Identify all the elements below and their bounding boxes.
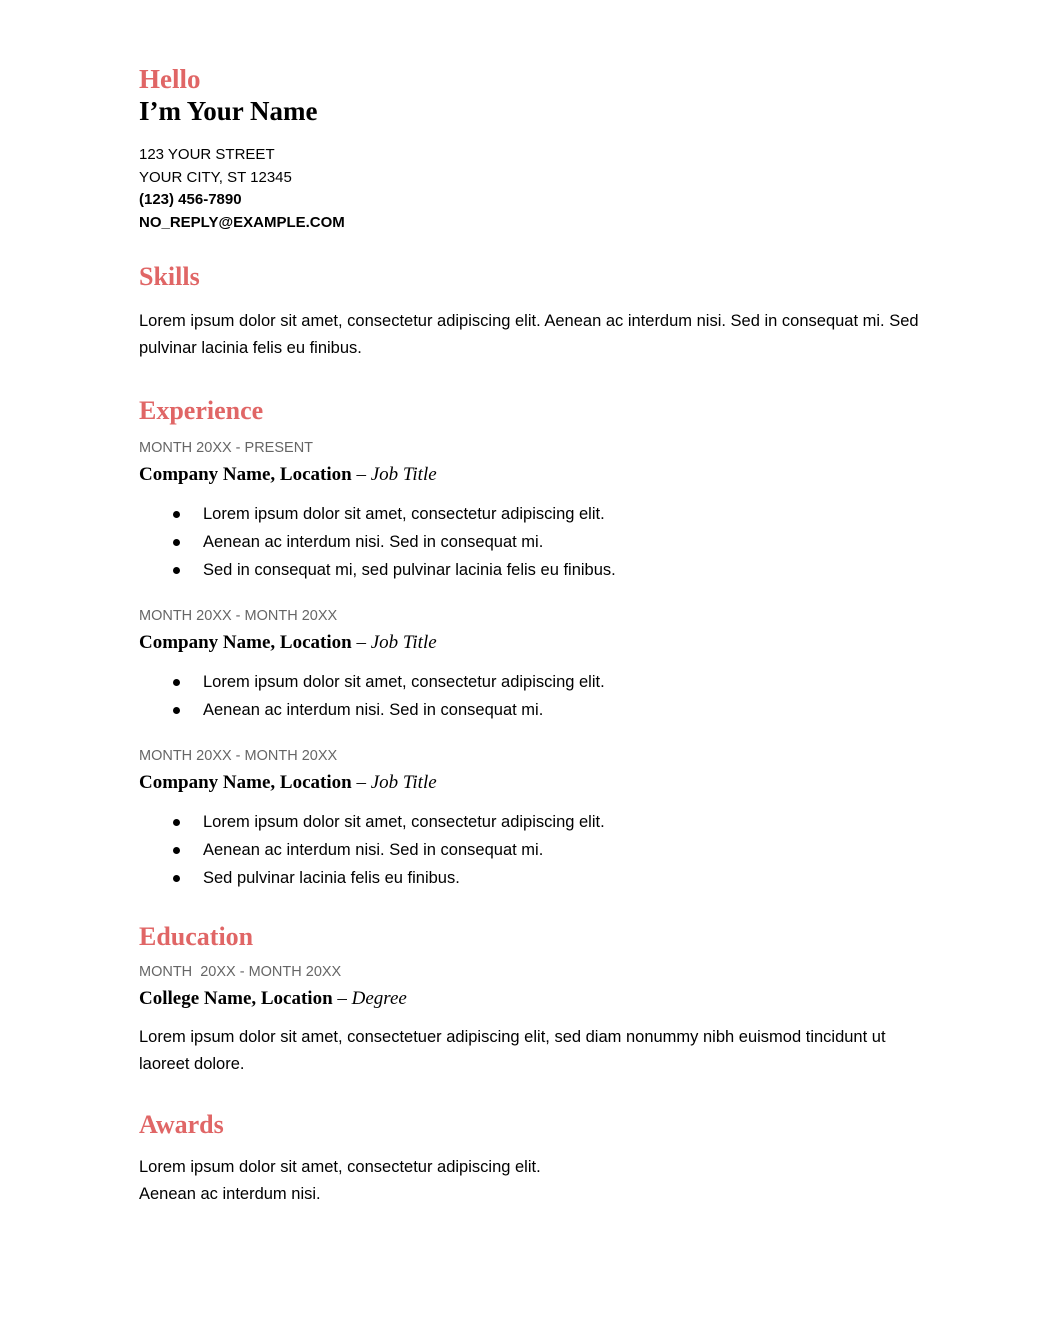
bullet-text: Aenean ac interdum nisi. Sed in consequat mi. — [203, 701, 544, 719]
bullet-text: Lorem ipsum dolor sit amet, consectetur adipiscing elit. — [203, 813, 605, 831]
experience-section — [139, 396, 919, 892]
bullet-icon — [173, 539, 180, 546]
section-title-skills: Skills — [139, 262, 200, 291]
list-item — [139, 668, 919, 696]
separator: – — [351, 464, 371, 485]
job-entry — [139, 606, 919, 724]
bullet-icon — [173, 875, 180, 882]
bullet-icon — [173, 567, 180, 574]
job-dates: MONTH 20XX - MONTH 20XX — [139, 608, 338, 624]
education-text: Lorem ipsum dolor sit amet, consectetuer adipiscing elit, sed diam nonummy nibh euismod tincidunt ut laoreet dolore. — [139, 1028, 886, 1073]
job-dates: MONTH 20XX - PRESENT — [139, 440, 314, 456]
education-section — [139, 922, 919, 1078]
address-line-2: YOUR CITY, ST 12345 — [139, 168, 292, 186]
awards-line-2: Aenean ac interdum nisi. — [139, 1185, 321, 1203]
list-item — [139, 696, 919, 724]
job-title: Job Title — [370, 464, 437, 485]
job-bullets — [139, 500, 919, 584]
job-entry — [139, 746, 919, 892]
bullet-text: Sed pulvinar lacinia felis eu finibus. — [203, 869, 460, 887]
education-dates: MONTH 20XX - MONTH 20XX — [139, 964, 342, 980]
bullet-text: Lorem ipsum dolor sit amet, consectetur adipiscing elit. — [203, 673, 605, 691]
bullet-icon — [173, 679, 180, 686]
section-title-awards: Awards — [139, 1110, 224, 1139]
separator: – — [351, 772, 371, 793]
bullet-icon — [173, 511, 180, 518]
separator: – — [332, 988, 352, 1009]
bullet-icon — [173, 847, 180, 854]
bullet-icon — [173, 707, 180, 714]
awards-line-1: Lorem ipsum dolor sit amet, consectetur adipiscing elit. — [139, 1158, 541, 1176]
education-heading — [139, 986, 919, 1012]
skills-section — [139, 262, 919, 362]
job-heading — [139, 630, 919, 656]
college-location: College Name, Location — [139, 988, 333, 1009]
phone: (123) 456-7890 — [139, 191, 242, 208]
header — [139, 62, 919, 234]
separator: – — [351, 632, 371, 653]
bullet-text: Aenean ac interdum nisi. Sed in consequat mi. — [203, 841, 544, 859]
company-location: Company Name, Location — [139, 632, 352, 653]
bullet-text: Aenean ac interdum nisi. Sed in consequat mi. — [203, 533, 544, 551]
job-title: Job Title — [370, 632, 437, 653]
list-item — [139, 528, 919, 556]
job-entry — [139, 438, 919, 584]
full-name: I’m Your Name — [139, 96, 318, 126]
job-dates: MONTH 20XX - MONTH 20XX — [139, 748, 338, 764]
list-item — [139, 808, 919, 836]
list-item — [139, 500, 919, 528]
job-heading — [139, 770, 919, 796]
resume-page — [139, 62, 919, 1208]
company-location: Company Name, Location — [139, 464, 352, 485]
contact-block — [139, 144, 919, 234]
email: NO_REPLY@EXAMPLE.COM — [139, 213, 345, 231]
awards-section — [139, 1110, 919, 1208]
job-bullets — [139, 808, 919, 892]
skills-text: Lorem ipsum dolor sit amet, consectetur adipiscing elit. Aenean ac interdum nisi. Sed in consequat mi. Sed pulvinar lacinia felis eu finibus. — [139, 312, 919, 357]
greeting: Hello — [139, 64, 201, 94]
list-item — [139, 864, 919, 892]
section-title-education: Education — [139, 922, 254, 951]
list-item — [139, 556, 919, 584]
job-heading — [139, 462, 919, 488]
bullet-text: Lorem ipsum dolor sit amet, consectetur adipiscing elit. — [203, 505, 605, 523]
bullet-text: Sed in consequat mi, sed pulvinar lacinia felis eu finibus. — [203, 561, 616, 579]
degree: Degree — [351, 988, 407, 1009]
bullet-icon — [173, 819, 180, 826]
job-title: Job Title — [370, 772, 437, 793]
company-location: Company Name, Location — [139, 772, 352, 793]
address-line-1: 123 YOUR STREET — [139, 146, 275, 163]
job-bullets — [139, 668, 919, 724]
list-item — [139, 836, 919, 864]
section-title-experience: Experience — [139, 396, 264, 425]
